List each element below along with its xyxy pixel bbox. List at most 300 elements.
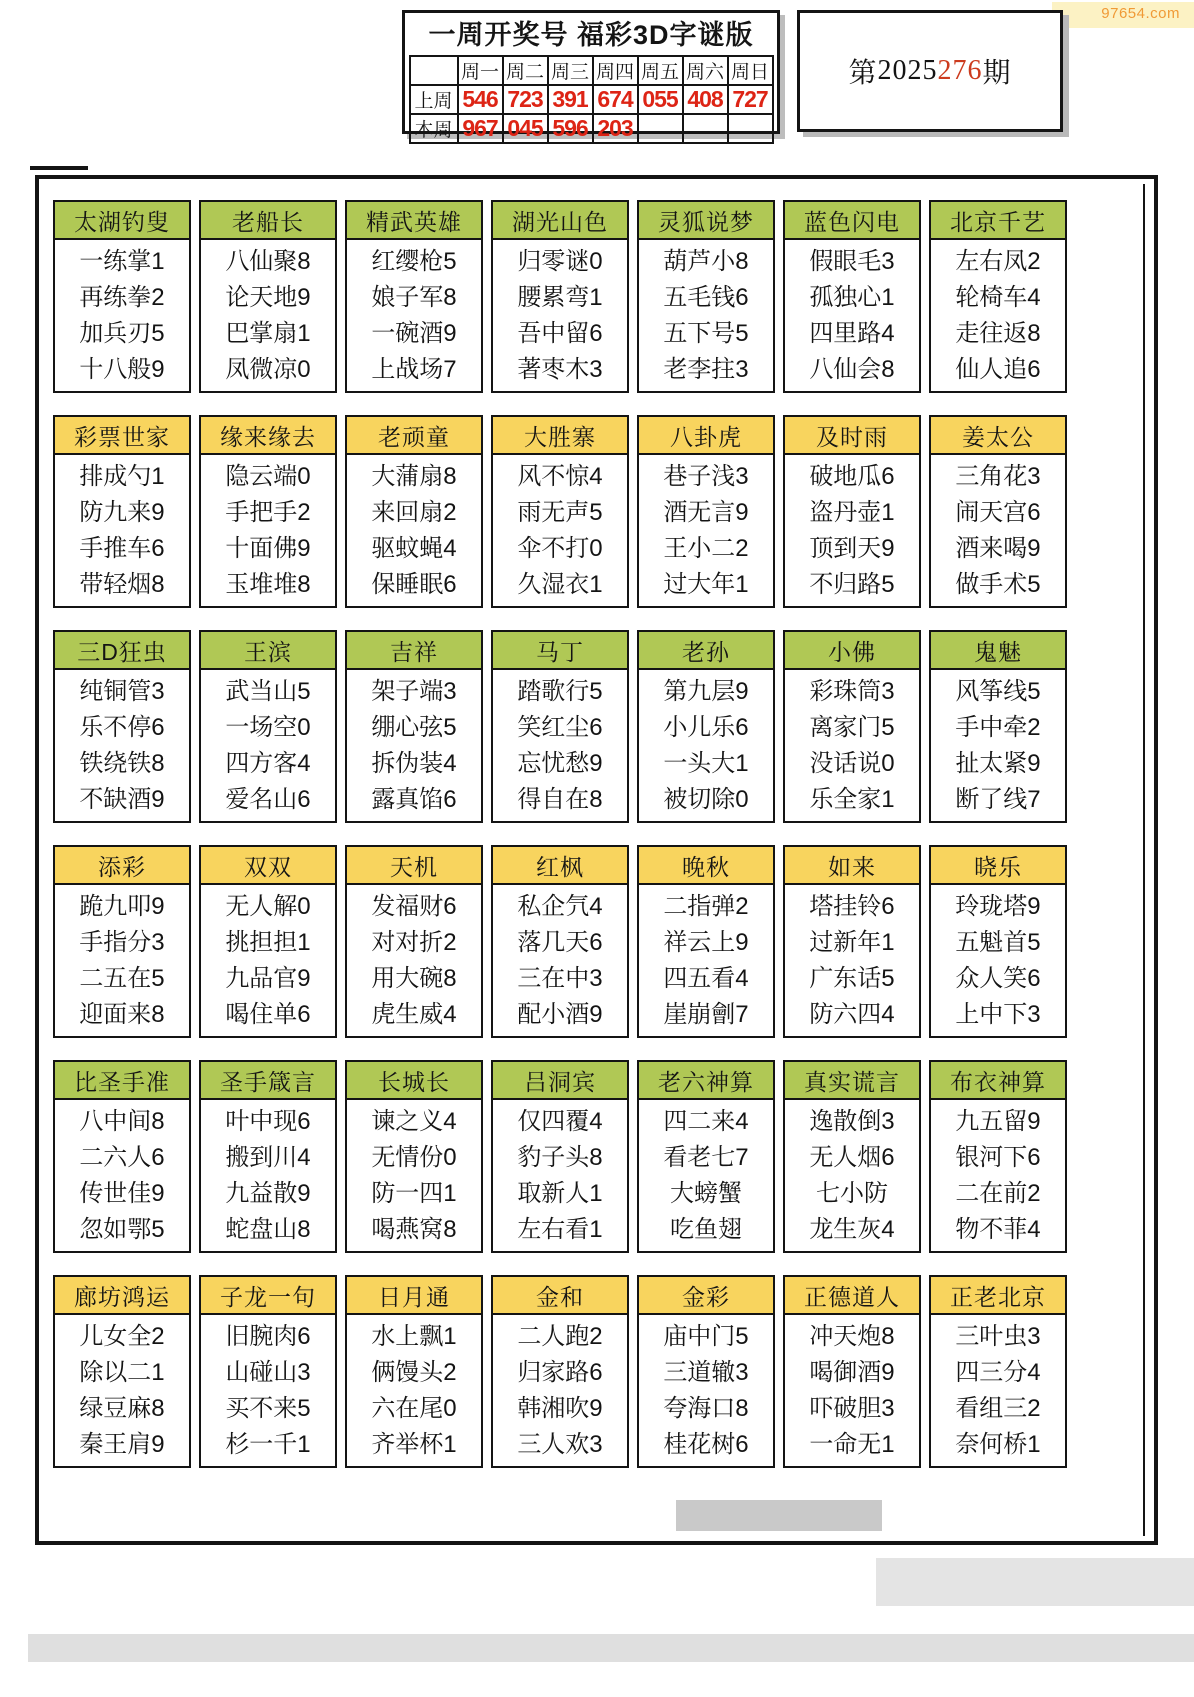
riddle-line: 喝燕窝8 — [371, 1215, 457, 1243]
card-body — [639, 670, 773, 821]
riddle-line: 夸海口8 — [663, 1394, 749, 1422]
riddle-line: 挑担担1 — [225, 928, 311, 956]
card-body — [201, 1315, 335, 1466]
riddle-line: 仅四覆4 — [517, 1107, 603, 1135]
riddle-card — [53, 415, 191, 608]
day-header: 周日 — [728, 56, 773, 85]
riddle-line: 雨无声5 — [517, 498, 603, 526]
riddle-line: 二五在5 — [79, 964, 165, 992]
riddle-line: 离家门5 — [809, 713, 895, 741]
riddle-line: 四二来4 — [663, 1107, 749, 1135]
card-title: 如来 — [785, 847, 919, 885]
card-title: 布衣神算 — [931, 1062, 1065, 1100]
card-title: 彩票世家 — [55, 417, 189, 455]
riddle-line: 除以二1 — [79, 1358, 165, 1386]
card-title: 湖光山色 — [493, 202, 627, 240]
card-title: 正老北京 — [931, 1277, 1065, 1315]
riddle-card — [345, 1275, 483, 1468]
riddle-line: 忘忧愁9 — [517, 749, 603, 777]
riddle-line: 龙生灰4 — [809, 1215, 895, 1243]
issue-number-red: 276 — [937, 55, 983, 86]
card-body — [493, 885, 627, 1036]
riddle-line: 无人烟6 — [809, 1143, 895, 1171]
riddle-line: 奈何桥1 — [955, 1430, 1041, 1458]
card-body — [785, 455, 919, 606]
riddle-card — [345, 200, 483, 393]
card-body — [785, 1315, 919, 1466]
riddle-line: 轮椅车4 — [955, 283, 1041, 311]
riddle-line: 笑红尘6 — [517, 713, 603, 741]
card-body — [639, 1100, 773, 1251]
riddle-line: 韩湘吹9 — [517, 1394, 603, 1422]
card-title: 八卦虎 — [639, 417, 773, 455]
riddle-line: 三道辙3 — [663, 1358, 749, 1386]
riddle-line: 三人欢3 — [517, 1430, 603, 1458]
card-title: 老顽童 — [347, 417, 481, 455]
issue-suffix: 期 — [982, 58, 1012, 89]
riddle-line: 物不菲4 — [955, 1215, 1041, 1243]
riddle-line: 塔挂铃6 — [809, 892, 895, 920]
card-body — [931, 455, 1065, 606]
riddle-line: 驱蚊蝇4 — [371, 534, 457, 562]
riddle-line: 叶中现6 — [225, 1107, 311, 1135]
riddle-line: 断了线7 — [955, 785, 1041, 813]
riddle-line: 五魁首5 — [955, 928, 1041, 956]
riddle-card — [783, 1275, 921, 1468]
card-title: 姜太公 — [931, 417, 1065, 455]
riddle-line: 玉堆堆8 — [225, 570, 311, 598]
draw-number — [728, 114, 773, 143]
riddle-line: 大蒲扇8 — [371, 462, 457, 490]
riddle-card — [929, 1275, 1067, 1468]
card-body — [55, 455, 189, 606]
card-body — [785, 885, 919, 1036]
riddle-line: 吓破胆3 — [809, 1394, 895, 1422]
riddle-line: 广东话5 — [809, 964, 895, 992]
riddle-line: 喝御酒9 — [809, 1358, 895, 1386]
card-body — [201, 1100, 335, 1251]
riddle-line: 买不来5 — [225, 1394, 311, 1422]
riddle-line: 跪九叩9 — [79, 892, 165, 920]
riddle-line: 被切除0 — [663, 785, 749, 813]
riddle-card — [637, 200, 775, 393]
card-title: 太湖钓叟 — [55, 202, 189, 240]
riddle-line: 取新人1 — [517, 1179, 603, 1207]
this-week-row — [410, 114, 773, 143]
weekly-title: 一周开奖号 福彩3D字谜版 — [428, 20, 754, 50]
card-body — [201, 670, 335, 821]
card-body — [201, 455, 335, 606]
riddle-line: 对对折2 — [371, 928, 457, 956]
riddle-line: 踏歌行5 — [517, 677, 603, 705]
riddle-line: 假眼毛3 — [809, 247, 895, 275]
riddle-line: 上战场7 — [371, 355, 457, 383]
riddle-card — [929, 415, 1067, 608]
watermark-text: 97654.com — [1101, 5, 1180, 22]
riddle-line: 手中牵2 — [955, 713, 1041, 741]
riddle-line: 孤独心1 — [809, 283, 895, 311]
riddle-card — [491, 1275, 629, 1468]
riddle-line: 谏之义4 — [371, 1107, 457, 1135]
riddle-line: 八仙聚8 — [225, 247, 311, 275]
riddle-line: 手指分3 — [79, 928, 165, 956]
riddle-line: 俩馒头2 — [371, 1358, 457, 1386]
card-body — [55, 1315, 189, 1466]
riddle-line: 盗丹壶1 — [809, 498, 895, 526]
riddle-line: 拆伪装4 — [371, 749, 457, 777]
riddle-line: 巷子浅3 — [663, 462, 749, 490]
riddle-line: 武当山5 — [225, 677, 311, 705]
riddle-card — [345, 845, 483, 1038]
weekly-results-table — [409, 55, 774, 144]
riddle-card — [783, 845, 921, 1038]
riddle-line: 儿女全2 — [79, 1322, 165, 1350]
card-title: 老孙 — [639, 632, 773, 670]
riddle-line: 大螃蟹 — [670, 1179, 742, 1207]
riddle-line: 三在中3 — [517, 964, 603, 992]
riddle-line: 无情份0 — [371, 1143, 457, 1171]
card-title: 天机 — [347, 847, 481, 885]
riddle-line: 三角花3 — [955, 462, 1041, 490]
riddle-card — [345, 1060, 483, 1253]
card-body — [55, 1100, 189, 1251]
riddle-line: 山碰山3 — [225, 1358, 311, 1386]
riddle-line: 露真馅6 — [371, 785, 457, 813]
riddle-line: 发福财6 — [371, 892, 457, 920]
riddle-line: 保睡眠6 — [371, 570, 457, 598]
day-header: 周三 — [548, 56, 593, 85]
riddle-card — [491, 415, 629, 608]
card-body — [493, 1100, 627, 1251]
riddle-line: 防九来9 — [79, 498, 165, 526]
card-title: 吕洞宾 — [493, 1062, 627, 1100]
card-body — [785, 240, 919, 391]
riddle-card — [929, 845, 1067, 1038]
riddle-line: 看组三2 — [955, 1394, 1041, 1422]
card-body — [493, 455, 627, 606]
riddle-line: 久湿衣1 — [517, 570, 603, 598]
card-body — [931, 670, 1065, 821]
draw-number: 967 — [458, 114, 503, 143]
card-title: 鬼魅 — [931, 632, 1065, 670]
card-title: 晓乐 — [931, 847, 1065, 885]
riddle-line: 忽如鄂5 — [79, 1215, 165, 1243]
riddle-line: 四方客4 — [225, 749, 311, 777]
riddle-line: 冲天炮8 — [809, 1322, 895, 1350]
riddle-card — [199, 200, 337, 393]
riddle-line: 风不惊4 — [517, 462, 603, 490]
riddle-card — [199, 415, 337, 608]
riddle-card — [637, 845, 775, 1038]
riddle-card — [491, 630, 629, 823]
card-title: 廊坊鸿运 — [55, 1277, 189, 1315]
riddle-line: 架子端3 — [371, 677, 457, 705]
card-title: 圣手箴言 — [201, 1062, 335, 1100]
riddle-card — [929, 200, 1067, 393]
riddle-line: 五毛钱6 — [663, 283, 749, 311]
riddle-line: 乐全家1 — [809, 785, 895, 813]
riddle-line: 巴掌扇1 — [225, 319, 311, 347]
issue-box — [797, 10, 1063, 132]
riddle-card — [199, 630, 337, 823]
card-title: 缘来缘去 — [201, 417, 335, 455]
riddle-line: 防六四4 — [809, 1000, 895, 1028]
card-title: 添彩 — [55, 847, 189, 885]
riddle-line: 伞不打0 — [517, 534, 603, 562]
card-body — [639, 885, 773, 1036]
riddle-line: 银河下6 — [955, 1143, 1041, 1171]
riddle-line: 手推车6 — [79, 534, 165, 562]
riddle-line: 一头大1 — [663, 749, 749, 777]
riddle-line: 再练拳2 — [79, 283, 165, 311]
riddle-card — [783, 630, 921, 823]
riddle-line: 一碗酒9 — [371, 319, 457, 347]
riddle-line: 娘子军8 — [371, 283, 457, 311]
riddle-line: 十面佛9 — [225, 534, 311, 562]
draw-number — [683, 114, 728, 143]
riddle-line: 八仙会8 — [809, 355, 895, 383]
riddle-card — [929, 1060, 1067, 1253]
riddle-line: 排成勺1 — [79, 462, 165, 490]
card-title: 双双 — [201, 847, 335, 885]
riddle-card — [53, 845, 191, 1038]
riddle-line: 绿豆麻8 — [79, 1394, 165, 1422]
card-body — [493, 240, 627, 391]
riddle-card — [199, 1275, 337, 1468]
riddle-line: 左右看1 — [517, 1215, 603, 1243]
riddle-line: 带轻烟8 — [79, 570, 165, 598]
card-body — [785, 670, 919, 821]
card-title: 小佛 — [785, 632, 919, 670]
weekly-header-row — [410, 56, 773, 85]
riddle-line: 九五留9 — [955, 1107, 1041, 1135]
riddle-card — [637, 1275, 775, 1468]
card-body — [347, 1315, 481, 1466]
gray-rect — [676, 1500, 882, 1531]
draw-number: 391 — [548, 85, 593, 114]
riddle-line: 无人解0 — [225, 892, 311, 920]
riddle-line: 酒无言9 — [663, 498, 749, 526]
riddle-line: 仙人追6 — [955, 355, 1041, 383]
riddle-line: 凤微凉0 — [225, 355, 311, 383]
riddle-line: 著枣木3 — [517, 355, 603, 383]
riddle-card — [53, 630, 191, 823]
riddle-line: 四里路4 — [809, 319, 895, 347]
card-body — [931, 885, 1065, 1036]
riddle-line: 十八般9 — [79, 355, 165, 383]
card-body — [201, 240, 335, 391]
riddle-line: 归零谜0 — [517, 247, 603, 275]
card-body — [347, 455, 481, 606]
riddle-card — [783, 1060, 921, 1253]
riddle-line: 扯太紧9 — [955, 749, 1041, 777]
riddle-line: 没话说0 — [809, 749, 895, 777]
riddle-line: 看老七7 — [663, 1143, 749, 1171]
draw-number: 045 — [503, 114, 548, 143]
riddle-card — [929, 630, 1067, 823]
riddle-line: 庙中门5 — [663, 1322, 749, 1350]
riddle-line: 归家路6 — [517, 1358, 603, 1386]
riddle-line: 二在前2 — [955, 1179, 1041, 1207]
riddle-line: 六在尾0 — [371, 1394, 457, 1422]
riddle-line: 闹天宫6 — [955, 498, 1041, 526]
riddle-line: 逸散倒3 — [809, 1107, 895, 1135]
riddle-line: 落几天6 — [517, 928, 603, 956]
draw-number: 596 — [548, 114, 593, 143]
row-label: 上周 — [410, 85, 458, 114]
card-body — [55, 670, 189, 821]
riddle-card — [53, 1275, 191, 1468]
card-title: 老六神算 — [639, 1062, 773, 1100]
riddle-line: 迎面来8 — [79, 1000, 165, 1028]
riddle-line: 不归路5 — [809, 570, 895, 598]
riddle-line: 一命无1 — [809, 1430, 895, 1458]
riddle-line: 九益散9 — [225, 1179, 311, 1207]
day-header: 周五 — [638, 56, 683, 85]
card-title: 马丁 — [493, 632, 627, 670]
riddle-card — [199, 1060, 337, 1253]
riddle-line: 葫芦小8 — [663, 247, 749, 275]
riddle-line: 五下号5 — [663, 319, 749, 347]
riddle-line: 破地瓜6 — [809, 462, 895, 490]
card-body — [785, 1100, 919, 1251]
riddle-line: 私企氕4 — [517, 892, 603, 920]
card-title: 金和 — [493, 1277, 627, 1315]
card-title: 灵狐说梦 — [639, 202, 773, 240]
riddle-line: 过大年1 — [663, 570, 749, 598]
day-header: 周二 — [503, 56, 548, 85]
card-body — [493, 670, 627, 821]
riddle-line: 铁绕铁8 — [79, 749, 165, 777]
card-body — [201, 885, 335, 1036]
riddle-line: 秦王肩9 — [79, 1430, 165, 1458]
last-week-row — [410, 85, 773, 114]
riddle-line: 酒来喝9 — [955, 534, 1041, 562]
card-body — [347, 885, 481, 1036]
riddle-line: 崖崩劊7 — [663, 1000, 749, 1028]
riddle-card — [345, 415, 483, 608]
card-body — [55, 885, 189, 1036]
riddle-line: 红缨枪5 — [371, 247, 457, 275]
card-body — [639, 455, 773, 606]
riddle-card — [783, 415, 921, 608]
riddle-line: 风筝线5 — [955, 677, 1041, 705]
row-label: 本周 — [410, 114, 458, 143]
riddle-card — [199, 845, 337, 1038]
inner-right-rule — [1143, 184, 1145, 1536]
riddle-line: 绷心弦5 — [371, 713, 457, 741]
riddle-card — [637, 415, 775, 608]
riddle-line: 用大碗8 — [371, 964, 457, 992]
card-title: 吉祥 — [347, 632, 481, 670]
top-left-rule — [30, 166, 88, 170]
riddle-line: 二人跑2 — [517, 1322, 603, 1350]
card-body — [55, 240, 189, 391]
card-title: 长城长 — [347, 1062, 481, 1100]
riddle-line: 四三分4 — [955, 1358, 1041, 1386]
riddle-line: 传世佳9 — [79, 1179, 165, 1207]
riddle-line: 过新年1 — [809, 928, 895, 956]
card-title: 真实谎言 — [785, 1062, 919, 1100]
card-body — [347, 1100, 481, 1251]
day-header: 周六 — [683, 56, 728, 85]
riddle-line: 蛇盘山8 — [225, 1215, 311, 1243]
bottom-gray-bar-full — [28, 1634, 1194, 1662]
riddle-line: 纯铜管3 — [79, 677, 165, 705]
riddle-line: 一场空0 — [225, 713, 311, 741]
card-title: 晚秋 — [639, 847, 773, 885]
riddle-card — [491, 1060, 629, 1253]
card-title: 金彩 — [639, 1277, 773, 1315]
riddle-line: 得自在8 — [517, 785, 603, 813]
riddle-line: 三叶虫3 — [955, 1322, 1041, 1350]
riddle-line: 做手术5 — [955, 570, 1041, 598]
card-title: 三D狂虫 — [55, 632, 189, 670]
riddle-line: 爱名山6 — [225, 785, 311, 813]
card-body — [347, 670, 481, 821]
card-title: 子龙一句 — [201, 1277, 335, 1315]
riddle-line: 顶到天9 — [809, 534, 895, 562]
riddle-line: 桂花树6 — [663, 1430, 749, 1458]
riddle-line: 搬到川4 — [225, 1143, 311, 1171]
draw-number — [638, 114, 683, 143]
riddle-line: 乐不停6 — [79, 713, 165, 741]
riddle-line: 玲珑塔9 — [955, 892, 1041, 920]
riddle-line: 手把手2 — [225, 498, 311, 526]
riddle-card — [345, 630, 483, 823]
card-title: 蓝色闪电 — [785, 202, 919, 240]
riddle-line: 老李拄3 — [663, 355, 749, 383]
riddle-line: 喝住单6 — [225, 1000, 311, 1028]
riddle-line: 七小防 — [816, 1179, 888, 1207]
weekly-results-box — [402, 10, 780, 141]
riddle-line: 祥云上9 — [663, 928, 749, 956]
riddle-card — [491, 200, 629, 393]
draw-number: 203 — [593, 114, 638, 143]
riddle-line: 王小二2 — [663, 534, 749, 562]
riddle-line: 八中间8 — [79, 1107, 165, 1135]
riddle-line: 彩珠筒3 — [809, 677, 895, 705]
card-title: 正德道人 — [785, 1277, 919, 1315]
riddle-line: 二指弹2 — [663, 892, 749, 920]
riddle-line: 杉一千1 — [225, 1430, 311, 1458]
riddle-card — [783, 200, 921, 393]
card-title: 比圣手准 — [55, 1062, 189, 1100]
card-body — [931, 1315, 1065, 1466]
riddle-line: 腰累弯1 — [517, 283, 603, 311]
card-body — [931, 240, 1065, 391]
draw-number: 727 — [728, 85, 773, 114]
riddle-line: 隐云端0 — [225, 462, 311, 490]
weekly-corner-cell — [410, 56, 458, 85]
card-title: 日月通 — [347, 1277, 481, 1315]
riddle-line: 旧腕肉6 — [225, 1322, 311, 1350]
riddle-line: 防一四1 — [371, 1179, 457, 1207]
riddle-line: 一练掌1 — [79, 247, 165, 275]
riddle-line: 四五看4 — [663, 964, 749, 992]
riddle-line: 二六人6 — [79, 1143, 165, 1171]
card-body — [493, 1315, 627, 1466]
riddle-line: 齐举杯1 — [371, 1430, 457, 1458]
riddle-card — [637, 1060, 775, 1253]
riddle-card — [637, 630, 775, 823]
day-header: 周一 — [458, 56, 503, 85]
card-title: 大胜寨 — [493, 417, 627, 455]
riddle-line: 配小酒9 — [517, 1000, 603, 1028]
riddle-line: 不缺酒9 — [79, 785, 165, 813]
riddle-line: 虎生威4 — [371, 1000, 457, 1028]
riddle-grid — [53, 200, 1067, 1468]
